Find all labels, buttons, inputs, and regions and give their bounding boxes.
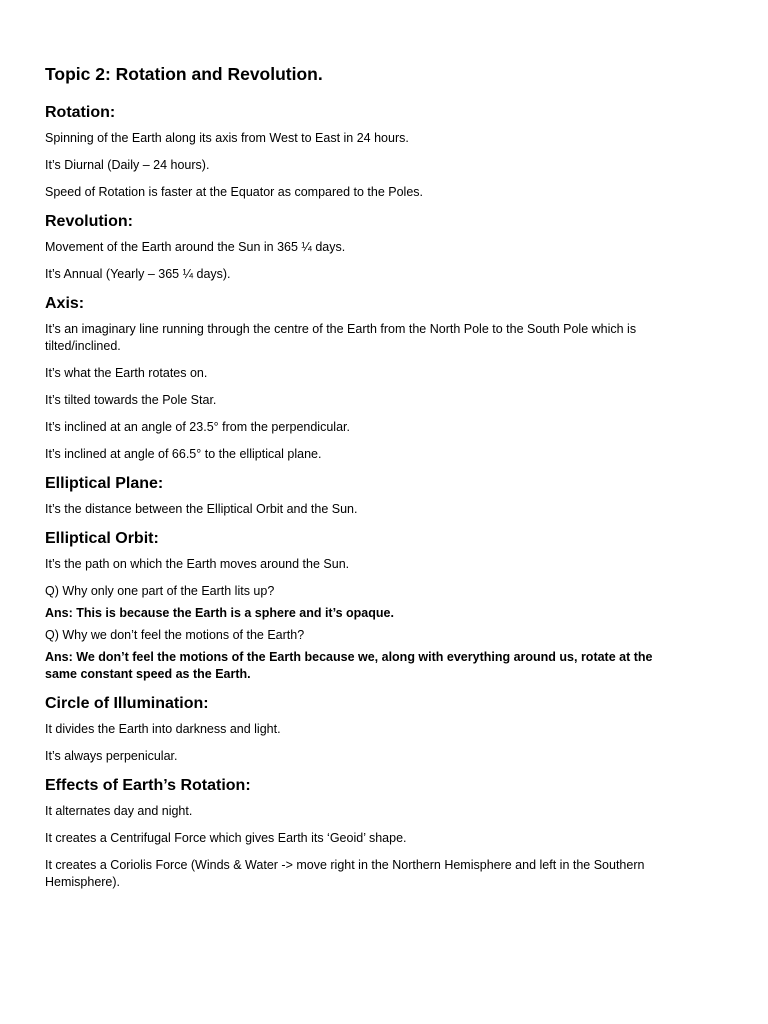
- paragraph: It creates a Coriolis Force (Winds & Water -> move right in the Northern Hemisphere and left in the Southern Hemisphere).: [45, 858, 645, 889]
- answer-paragraph: Ans: This is because the Earth is a sphere and it’s opaque.: [45, 606, 394, 620]
- paragraph: It divides the Earth into darkness and light.: [45, 722, 281, 736]
- paragraph: It’s Annual (Yearly – 365 ¼ days).: [45, 267, 231, 281]
- section-heading-revolution: Revolution:: [45, 213, 133, 230]
- section-heading-axis: Axis:: [45, 295, 85, 312]
- paragraph: It’s inclined at angle of 66.5° to the elliptical plane.: [45, 447, 322, 461]
- paragraph: It’s Diurnal (Daily – 24 hours).: [45, 158, 210, 172]
- paragraph: It creates a Centrifugal Force which gives Earth its ‘Geoid’ shape.: [45, 831, 407, 845]
- answer-paragraph: Ans: We don’t feel the motions of the Earth because we, along with everything around us, rotate at the same constant speed as the Earth.: [45, 650, 653, 681]
- paragraph: It alternates day and night.: [45, 804, 193, 818]
- question-paragraph: Q) Why only one part of the Earth lits up?: [45, 584, 275, 598]
- paragraph: It’s an imaginary line running through the centre of the Earth from the North Pole to the South Pole which is tilted/inclined.: [45, 322, 637, 353]
- paragraph: Movement of the Earth around the Sun in 365 ¼ days.: [45, 240, 346, 254]
- paragraph: It’s tilted towards the Pole Star.: [45, 393, 217, 407]
- paragraph: It’s always perpenicular.: [45, 749, 178, 763]
- paragraph: Speed of Rotation is faster at the Equator as compared to the Poles.: [45, 185, 424, 199]
- paragraph: It’s the distance between the Elliptical Orbit and the Sun.: [45, 502, 358, 516]
- document-body: [45, 62, 685, 901]
- paragraph: It’s inclined at an angle of 23.5° from the perpendicular.: [45, 420, 350, 434]
- paragraph: It’s what the Earth rotates on.: [45, 366, 208, 380]
- paragraph: It’s the path on which the Earth moves around the Sun.: [45, 557, 350, 571]
- section-heading-rotation: Rotation:: [45, 104, 116, 121]
- section-heading-effects-of-rotation: Effects of Earth’s Rotation:: [45, 777, 251, 794]
- section-heading-elliptical-plane: Elliptical Plane:: [45, 475, 164, 492]
- paragraph: Spinning of the Earth along its axis from West to East in 24 hours.: [45, 131, 409, 145]
- section-heading-circle-of-illumination: Circle of Illumination:: [45, 695, 209, 712]
- section-heading-elliptical-orbit: Elliptical Orbit:: [45, 530, 159, 547]
- question-paragraph: Q) Why we don’t feel the motions of the Earth?: [45, 628, 305, 642]
- page-title: Topic 2: Rotation and Revolution.: [45, 64, 323, 84]
